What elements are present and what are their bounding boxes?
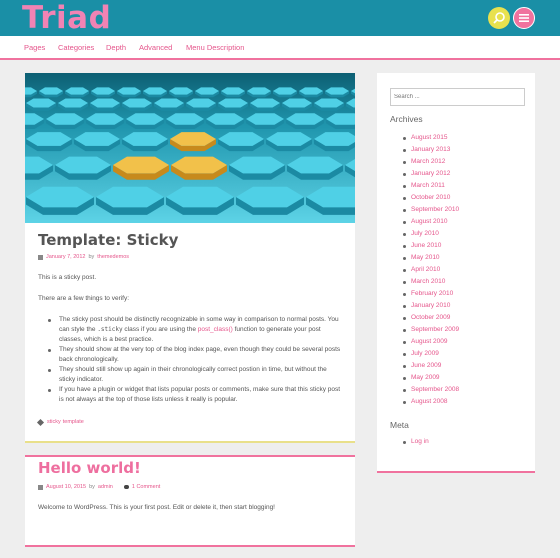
post-excerpt: Welcome to WordPress. This is your first post. Edit or delete it, then start blogging! [38,504,275,511]
post-paragraph: This is a sticky post. [38,274,97,281]
post-meta [38,484,160,490]
hamburger-icon [514,8,534,28]
archive-link[interactable]: February 2010 [403,288,459,300]
archive-link[interactable]: June 2010 [403,240,459,252]
archive-link[interactable]: March 2010 [403,276,459,288]
meta-list [403,436,429,448]
list-text: function to generate your post classes, which is a best practice. [59,326,321,343]
search-input[interactable] [390,88,525,106]
hexagons-image [25,73,355,223]
by-label: by [89,484,95,490]
meta-link[interactable]: Log in [403,436,429,448]
list-item: If you have a plugin or widget that lists popular posts or comments, make sure that this sticky post is not always at the top of those lists unless it really is popular. [47,385,342,405]
post-bullet-list [47,315,342,405]
archive-link[interactable]: March 2012 [403,156,459,168]
tag-link[interactable]: sticky [47,419,61,425]
archive-link[interactable]: January 2012 [403,168,459,180]
archive-link[interactable]: March 2011 [403,180,459,192]
list-text: class if you are using the [122,326,198,333]
post-paragraph: There are a few things to verify: [38,295,130,302]
post-date[interactable]: August 10, 2015 [46,484,87,490]
search-toggle-button[interactable] [488,7,510,29]
list-item: They should show at the very top of the blog index page, even though they could be several posts back chronologically. [47,345,342,365]
post-tags [38,419,84,425]
calendar-icon [38,255,43,260]
site-header [0,0,560,36]
menu-toggle-button[interactable] [513,7,535,29]
archive-link[interactable]: January 2013 [403,144,459,156]
magnifier-icon [488,7,510,29]
main-navigation [0,36,560,60]
archive-link[interactable]: May 2009 [403,372,459,384]
archive-link[interactable]: April 2010 [403,264,459,276]
archive-link[interactable]: July 2009 [403,348,459,360]
archive-link[interactable]: September 2009 [403,324,459,336]
code-snippet: .sticky [97,326,123,333]
post-author[interactable]: admin [97,484,113,490]
by-label: by [88,254,95,260]
tag-link[interactable]: template [62,419,84,425]
archive-link[interactable]: July 2010 [403,228,459,240]
post-title[interactable]: Template: Sticky [38,231,179,249]
comment-icon [124,485,129,489]
post-class-link[interactable]: post_class() [197,326,233,333]
archive-link[interactable]: October 2010 [403,192,459,204]
archives-heading: Archives [390,114,423,124]
archive-link[interactable]: August 2008 [403,396,459,408]
post-title[interactable]: Hello world! [38,459,141,477]
archive-link[interactable]: January 2010 [403,300,459,312]
sticky-post [25,73,355,443]
featured-image[interactable] [25,73,355,223]
calendar-icon [38,485,43,490]
archive-link[interactable]: October 2009 [403,312,459,324]
hello-world-post [25,455,355,547]
archive-link[interactable]: September 2010 [403,204,459,216]
post-meta [38,254,129,260]
comments-link[interactable]: 1 Comment [131,484,161,490]
archive-link[interactable]: August 2015 [403,132,459,144]
post-date[interactable]: January 7, 2012 [46,254,86,260]
tag-icon [37,418,44,425]
archive-link[interactable]: September 2008 [403,384,459,396]
list-text: The sticky post should be distinctly recognizable in some way in comparison to normal posts. You can style the [59,316,339,333]
sidebar [377,73,535,473]
list-item: They should still show up again in their chronologically correct postion in time, but without the sticky indicator. [47,365,342,385]
archive-link[interactable]: August 2010 [403,216,459,228]
archives-list [403,132,459,408]
nav-item-pages[interactable]: Pages [24,43,46,52]
nav-item-menu-description[interactable]: Menu Description [186,43,245,52]
archive-link[interactable]: June 2009 [403,360,459,372]
meta-heading: Meta [390,420,409,430]
nav-item-depth[interactable]: Depth [106,43,127,52]
list-item [47,315,342,345]
nav-item-advanced[interactable]: Advanced [139,43,173,52]
archive-link[interactable]: May 2010 [403,252,459,264]
site-title[interactable]: Triad [22,0,112,36]
nav-item-categories[interactable]: Categories [58,43,95,52]
archive-link[interactable]: August 2009 [403,336,459,348]
post-author[interactable]: themedemos [97,254,130,260]
